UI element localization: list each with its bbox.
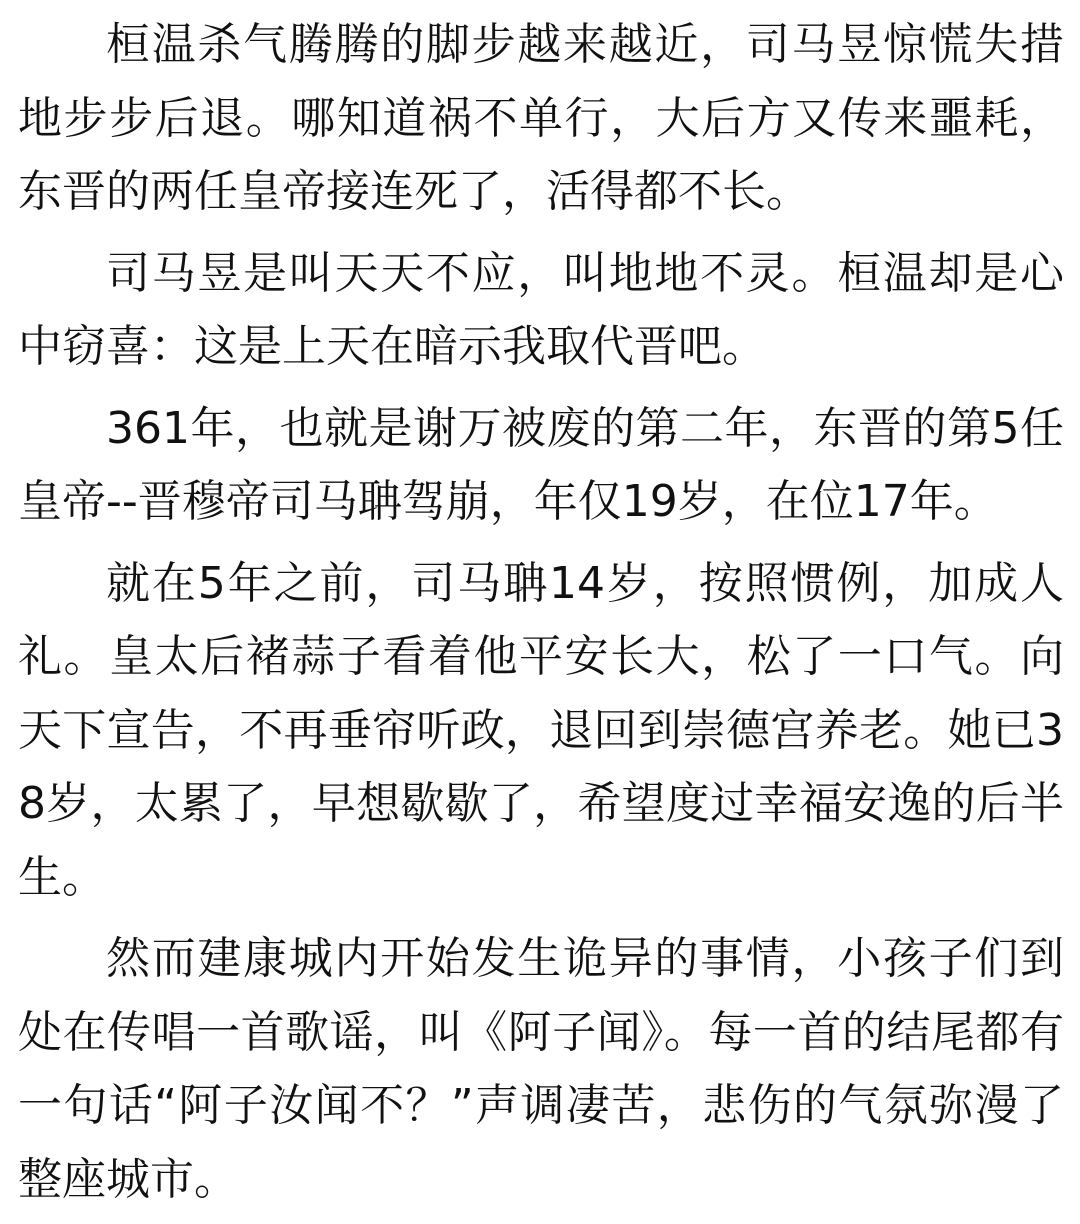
paragraph-1: 桓温杀气腾腾的脚步越来越近，司马昱惊慌失措地步步后退。哪知道祸不单行，大后方又传来噩耗，东晋的两任皇帝接连死了，活得都不长。 bbox=[18, 19, 1064, 217]
paragraph-3: 361年，也就是谢万被废的第二年，东晋的第5任皇帝--晋穆帝司马聃驾崩，年仅19岁，在位17年。 bbox=[18, 402, 1064, 527]
article-body bbox=[18, 8, 1064, 1224]
paragraph-2: 司马昱是叫天天不应，叫地地不灵。桓温却是心中窃喜：这是上天在暗示我取代晋吧。 bbox=[18, 247, 1064, 372]
paragraph-4: 就在5年之前，司马聃14岁，按照惯例，加成人礼。皇太后褚蒜子看着他平安长大，松了一口气。向天下宣告，不再垂帘听政，退回到崇德宫养老。她已38岁，太累了，早想歇歇了，希望度过幸福安逸的后半生。 bbox=[18, 557, 1064, 903]
paragraph-5: 然而建康城内开始发生诡异的事情，小孩子们到处在传唱一首歌谣，叫《阿子闻》。每一首的结尾都有一句话“阿子汝闻不？”声调凄苦，悲伤的气氛弥漫了整座城市。 bbox=[18, 933, 1064, 1205]
